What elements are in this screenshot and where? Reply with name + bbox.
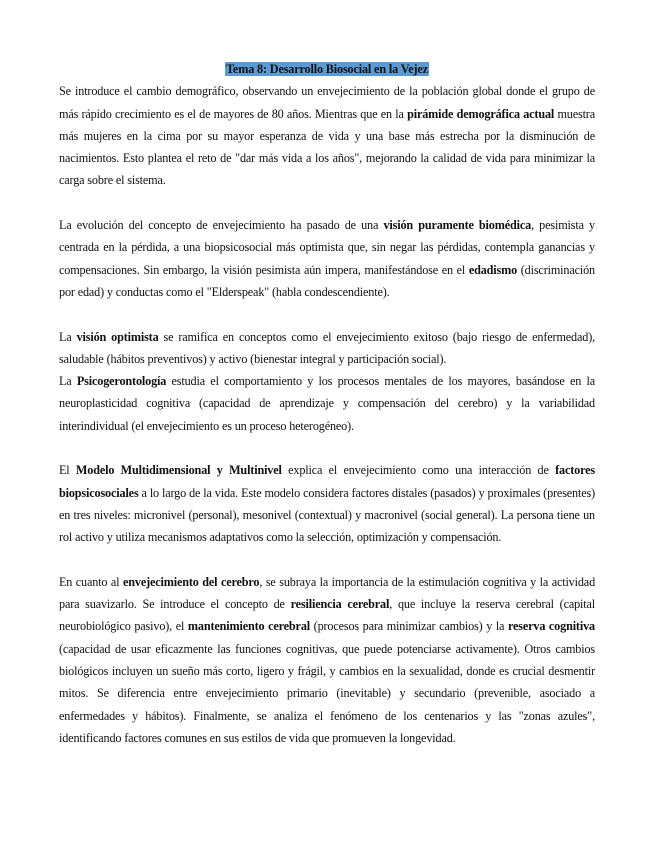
document-title: Tema 8: Desarrollo Biosocial en la Vejez: [226, 62, 428, 76]
text-run: La: [59, 374, 77, 389]
bold-term: edadismo: [468, 262, 518, 277]
paragraph-demographic-change: [59, 80, 595, 191]
text-run: , se subraya la importancia de la estimulación cognitiva y la actividad para suavizarlo. Se introduce el concepto de: [59, 574, 596, 612]
text-run: explica el envejecimiento como una interacción de: [281, 463, 556, 478]
document-page: [59, 58, 595, 749]
bold-term: Modelo Multidimensional y Multinivel: [75, 463, 282, 478]
text-run: se ramifica en conceptos como el envejecimiento exitoso (bajo riesgo de enfermedad), saludable (hábitos preventivos) y activo (bienestar integral y participación social).: [59, 329, 595, 366]
bold-term: mantenimiento cerebral: [187, 619, 310, 634]
bold-term: resiliencia cerebral: [290, 597, 390, 612]
title-line: [59, 58, 595, 80]
text-run: (capacidad de usar eficazmente las funciones cognitivas, que puede potenciarse activamente). Otros cambios biológicos incluyen un sueño más corto, ligero y frágil, y cambios en la sexualidad, donde es crucial desmentir mitos. Se diferencia entre envejecimiento primario (inevitable) y secundario (prevenible, asociado a enfermedades y hábitos). Finalmente, se analiza el fenómeno de los centenarios y las "zonas azules", identificando factores comunes en sus estilos de vida que promueven la longevidad.: [59, 641, 595, 745]
paragraph-concept-evolution: [59, 214, 595, 303]
text-run: La: [59, 329, 77, 344]
text-run: El: [59, 463, 76, 478]
paragraph-spacer: [59, 549, 595, 571]
bold-term: pirámide demográfica actual: [407, 106, 555, 121]
text-run: (procesos para minimizar cambios) y la: [310, 619, 508, 634]
bold-term: visión puramente biomédica: [383, 218, 532, 233]
text-run: La evolución del concepto de envejecimiento ha pasado de una: [59, 218, 384, 233]
text-run: (discriminación por edad) y conductas como el "Elderspeak" (habla condescendiente).: [59, 262, 595, 299]
paragraph-brain-aging: [59, 571, 595, 749]
bold-term: reserva cognitiva: [507, 619, 595, 634]
bold-term: factores biopsicosociales: [59, 463, 595, 500]
paragraph-psychogerontology: [59, 370, 595, 437]
text-run: estudia el comportamiento y los procesos mentales de los mayores, basándose en la neuroplasticidad cognitiva (capacidad de aprendizaje y compensación del cerebro) y la variabilidad interindividual (el envejecimiento es un proceso heterogéneo).: [59, 374, 595, 433]
text-run: a lo largo de la vida. Este modelo considera factores distales (pasados) y proximales (presentes) en tres niveles: micronivel (personal), mesonivel (contextual) y macronivel (social general). La persona tiene un rol activo y utiliza mecanismos adaptativos como la selección, optimización y compensación.: [59, 485, 595, 545]
paragraph-spacer: [59, 303, 595, 325]
paragraph-optimistic-view: [59, 326, 595, 371]
text-run: , que incluye la reserva cerebral (capital neurobiológico pasivo), el: [59, 597, 596, 634]
text-run: En cuanto al: [59, 574, 123, 589]
paragraph-multilevel-model: [59, 459, 595, 548]
paragraph-spacer: [59, 192, 595, 214]
bold-term: envejecimiento del cerebro: [122, 574, 260, 589]
bold-term: Psicogerontología: [76, 374, 167, 389]
text-run: Se introduce el cambio demográfico, observando un envejecimiento de la población global donde el grupo de más rápido crecimiento es el de mayores de 80 años. Mientras que en la: [59, 84, 595, 121]
text-run: , pesimista y centrada en la pérdida, a una biopsicosocial más optimista que, sin negar las pérdidas, contempla ganancias y compensaciones. Sin embargo, la visión pesimista aún impera, manifestándose en el: [59, 218, 595, 277]
bold-term: visión optimista: [76, 329, 159, 344]
paragraph-spacer: [59, 437, 595, 459]
text-run: muestra más mujeres en la cima por su mayor esperanza de vida y una base más estrecha por la disminución de nacimientos. Esto plantea el reto de "dar más vida a los años", mejorando la calidad de vida para minimizar la carga sobre el sistema.: [59, 106, 595, 188]
